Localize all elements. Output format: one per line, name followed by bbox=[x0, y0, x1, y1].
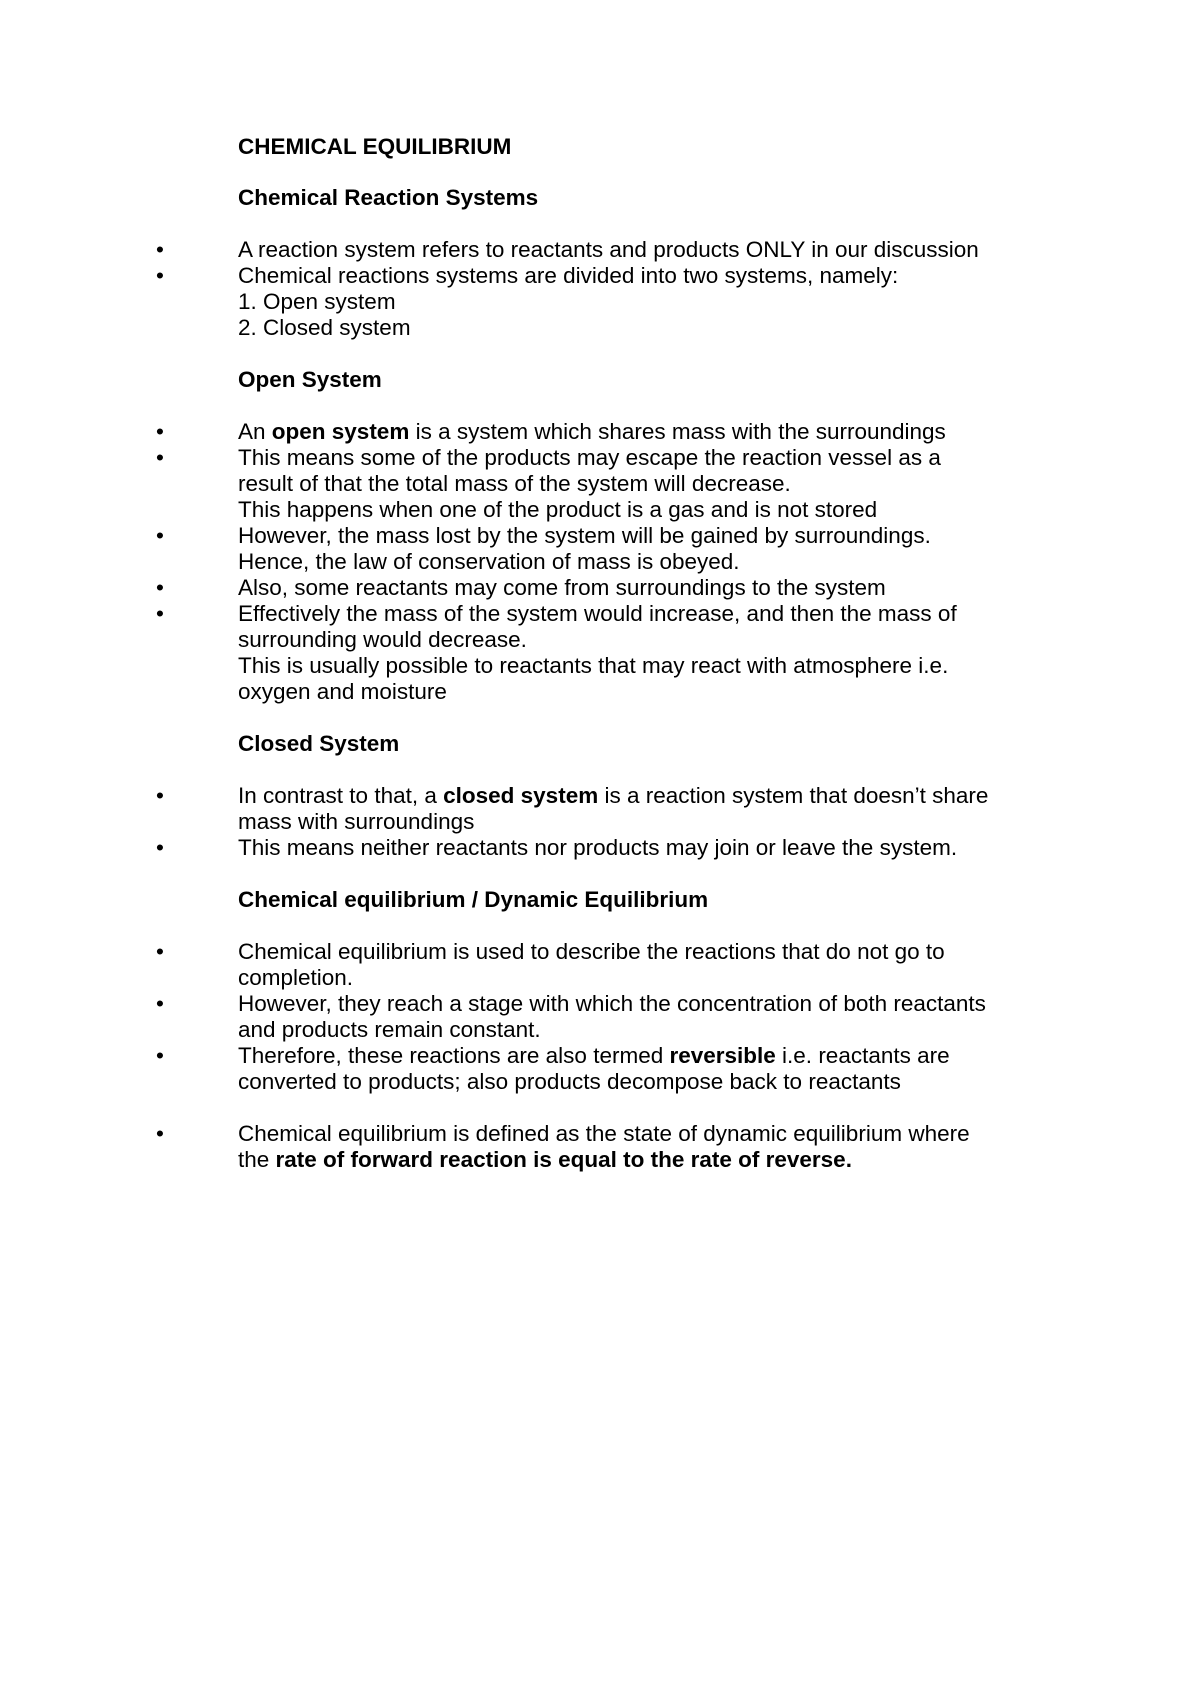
list-item: Chemical equilibrium is defined as the state of dynamic equilibrium where bbox=[238, 1121, 970, 1146]
list-item: Chemical reactions systems are divided into two systems, namely: bbox=[238, 263, 899, 288]
bullet: • bbox=[156, 263, 164, 288]
bullet: • bbox=[156, 835, 164, 860]
list-item-continuation: result of that the total mass of the system will decrease. bbox=[238, 471, 791, 496]
section-heading-open-system: Open System bbox=[238, 367, 382, 392]
text-span: the bbox=[238, 1147, 276, 1172]
text-span: In contrast to that, a bbox=[238, 783, 444, 808]
bullet: • bbox=[156, 1121, 164, 1146]
bullet: • bbox=[156, 237, 164, 262]
bullet: • bbox=[156, 445, 164, 470]
list-item: Chemical equilibrium is used to describe the reactions that do not go to bbox=[238, 939, 945, 964]
list-item-continuation: converted to products; also products decompose back to reactants bbox=[238, 1069, 901, 1094]
list-item-continuation: and products remain constant. bbox=[238, 1017, 541, 1042]
list-item: This means neither reactants nor products may join or leave the system. bbox=[238, 835, 958, 860]
list-item-continuation bbox=[238, 1146, 852, 1174]
text-span: is a system which shares mass with the surroundings bbox=[409, 419, 946, 444]
list-item bbox=[238, 1042, 950, 1070]
text-span: i.e. reactants are bbox=[775, 1043, 950, 1068]
numbered-item: 2. Closed system bbox=[238, 315, 411, 340]
text-span: Therefore, these reactions are also termed bbox=[238, 1043, 670, 1068]
bold-term: closed system bbox=[443, 783, 599, 808]
list-item-continuation: Hence, the law of conservation of mass is obeyed. bbox=[238, 549, 740, 574]
list-item-continuation: completion. bbox=[238, 965, 354, 990]
list-item-continuation: This happens when one of the product is a gas and is not stored bbox=[238, 497, 878, 522]
bullet: • bbox=[156, 601, 164, 626]
list-item-continuation: mass with surroundings bbox=[238, 809, 475, 834]
text-span: is a reaction system that doesn’t share bbox=[598, 783, 989, 808]
list-item-continuation: This is usually possible to reactants that may react with atmosphere i.e. bbox=[238, 653, 949, 678]
text-span: An bbox=[238, 419, 272, 444]
bullet: • bbox=[156, 939, 164, 964]
document-title: CHEMICAL EQUILIBRIUM bbox=[238, 134, 512, 159]
list-item-continuation: oxygen and moisture bbox=[238, 679, 447, 704]
bullet: • bbox=[156, 575, 164, 600]
bullet: • bbox=[156, 783, 164, 808]
list-item bbox=[238, 782, 988, 810]
bold-period: . bbox=[845, 1147, 852, 1172]
bold-term: reversible bbox=[669, 1043, 776, 1068]
list-item: However, they reach a stage with which the concentration of both reactants bbox=[238, 991, 986, 1016]
list-item bbox=[238, 418, 946, 446]
list-item: This means some of the products may escape the reaction vessel as a bbox=[238, 445, 941, 470]
list-item: However, the mass lost by the system will be gained by surroundings. bbox=[238, 523, 931, 548]
numbered-item: 1. Open system bbox=[238, 289, 396, 314]
bullet: • bbox=[156, 523, 164, 548]
list-item-continuation: surrounding would decrease. bbox=[238, 627, 527, 652]
bullet: • bbox=[156, 991, 164, 1016]
list-item: Also, some reactants may come from surroundings to the system bbox=[238, 575, 886, 600]
section-heading-dynamic-equilibrium: Chemical equilibrium / Dynamic Equilibrium bbox=[238, 887, 709, 912]
section-heading-closed-system: Closed System bbox=[238, 731, 400, 756]
bullet: • bbox=[156, 1043, 164, 1068]
list-item: A reaction system refers to reactants and products ONLY in our discussion bbox=[238, 237, 979, 262]
list-item: Effectively the mass of the system would increase, and then the mass of bbox=[238, 601, 957, 626]
bullet: • bbox=[156, 419, 164, 444]
bold-term: open system bbox=[271, 419, 410, 444]
section-heading-reaction-systems: Chemical Reaction Systems bbox=[238, 185, 539, 210]
bold-phrase: rate of forward reaction is equal to the rate of reverse bbox=[275, 1147, 846, 1172]
